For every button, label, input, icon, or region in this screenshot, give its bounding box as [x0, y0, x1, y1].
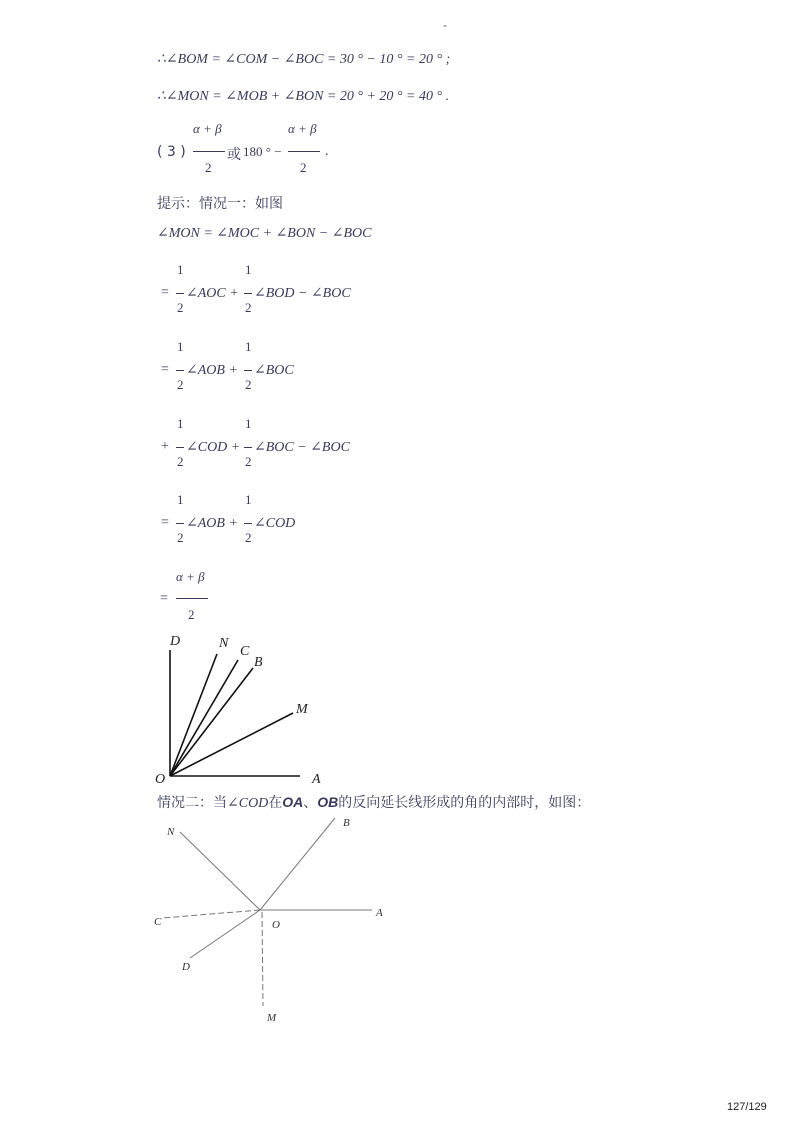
ray-ob [170, 668, 253, 776]
part3-fraction-bar2 [288, 151, 320, 152]
label-c: C [240, 644, 250, 659]
step-denominator-1: 2 [177, 454, 184, 469]
equation-mon: ∴∠MON = ∠MOB + ∠BON = 20 ° + 20 ° = 40 ° . [157, 89, 450, 104]
ray-on2 [180, 832, 260, 910]
part3-numerator: α + β [193, 121, 222, 136]
label-a2: A [376, 907, 383, 919]
step-numerator-2: 1 [245, 416, 252, 431]
step-numerator-2: 1 [245, 492, 252, 507]
step-term-2: ∠BOC [254, 363, 294, 378]
final-numerator: α + β [176, 569, 205, 584]
step-prefix: + [161, 439, 169, 454]
step-numerator-1: 1 [177, 492, 184, 507]
label-n: N [219, 636, 229, 651]
step-fraction-bar-2 [244, 523, 252, 524]
step-denominator-2: 2 [245, 454, 252, 469]
figure-case1 [150, 628, 340, 788]
step-fraction-bar-1 [176, 523, 184, 524]
step-term-1: ∠AOB + [186, 516, 238, 531]
step-term-1: ∠COD + [186, 440, 241, 455]
label-o: O [155, 772, 166, 787]
label-b2: B [343, 817, 350, 829]
part3-label: ( 3 ) [157, 144, 186, 160]
step-numerator-2: 1 [245, 262, 252, 277]
equation-mon-sum: ∠MON = ∠MOC + ∠BON − ∠BOC [157, 226, 372, 241]
label-c2: C [154, 916, 162, 928]
label-o2: O [272, 919, 280, 931]
part3-denominator: 2 [205, 160, 212, 175]
ray-oc2 [162, 910, 260, 918]
case2-line: 情况二：当∠COD在OA、OB的反向延长线形成的角的内部时，如图： [157, 794, 591, 811]
step-denominator-2: 2 [245, 530, 252, 545]
equation-bom: ∴∠BOM = ∠COM − ∠BOC = 30 ° − 10 ° = 20 ° ; [157, 52, 451, 67]
ray-od2 [190, 910, 260, 958]
step-term-2: ∠BOD − ∠BOC [254, 286, 351, 301]
step-numerator-2: 1 [245, 339, 252, 354]
label-b: B [254, 655, 263, 670]
step-denominator-2: 2 [245, 300, 252, 315]
label-d2: D [182, 961, 190, 973]
label-n2: N [167, 826, 175, 838]
label-m2: M [267, 1012, 277, 1024]
step-term-2: ∠COD [254, 516, 296, 531]
part3-180: 180 ° − [243, 144, 282, 159]
step-denominator-1: 2 [177, 530, 184, 545]
step-numerator-1: 1 [177, 339, 184, 354]
step-numerator-1: 1 [177, 416, 184, 431]
step-fraction-bar-1 [176, 293, 184, 294]
step-prefix: = [161, 362, 169, 377]
part3-or: 或 [227, 147, 241, 163]
step-denominator-2: 2 [245, 377, 252, 392]
step-denominator-1: 2 [177, 300, 184, 315]
part3-numerator2: α + β [288, 121, 317, 136]
label-m: M [296, 702, 308, 717]
page-number: 127/129 [727, 1101, 767, 1113]
hint-text: 提示：情况一：如图 [157, 196, 283, 212]
step-term-2: ∠BOC − ∠BOC [254, 440, 350, 455]
part3-denominator2: 2 [300, 160, 307, 175]
part3-fraction-bar [193, 151, 225, 152]
step-prefix: = [161, 285, 169, 300]
step-term-1: ∠AOC + [186, 286, 239, 301]
ray-ob2 [260, 818, 335, 910]
part3-end: . [325, 144, 329, 159]
final-denominator: 2 [188, 607, 195, 622]
final-prefix: = [160, 591, 168, 606]
label-d: D [170, 634, 181, 649]
step-fraction-bar-2 [244, 293, 252, 294]
step-prefix: = [161, 515, 169, 530]
header-mark: - [443, 18, 447, 32]
final-fraction-bar [176, 598, 208, 599]
step-fraction-bar-2 [244, 447, 252, 448]
step-numerator-1: 1 [177, 262, 184, 277]
step-denominator-1: 2 [177, 377, 184, 392]
label-a: A [312, 772, 321, 787]
step-fraction-bar-1 [176, 447, 184, 448]
figure-case2 [150, 810, 400, 1030]
ray-on [170, 654, 217, 776]
ray-om2 [262, 912, 263, 1006]
step-fraction-bar-1 [176, 370, 184, 371]
step-term-1: ∠AOB + [186, 363, 238, 378]
step-fraction-bar-2 [244, 370, 252, 371]
